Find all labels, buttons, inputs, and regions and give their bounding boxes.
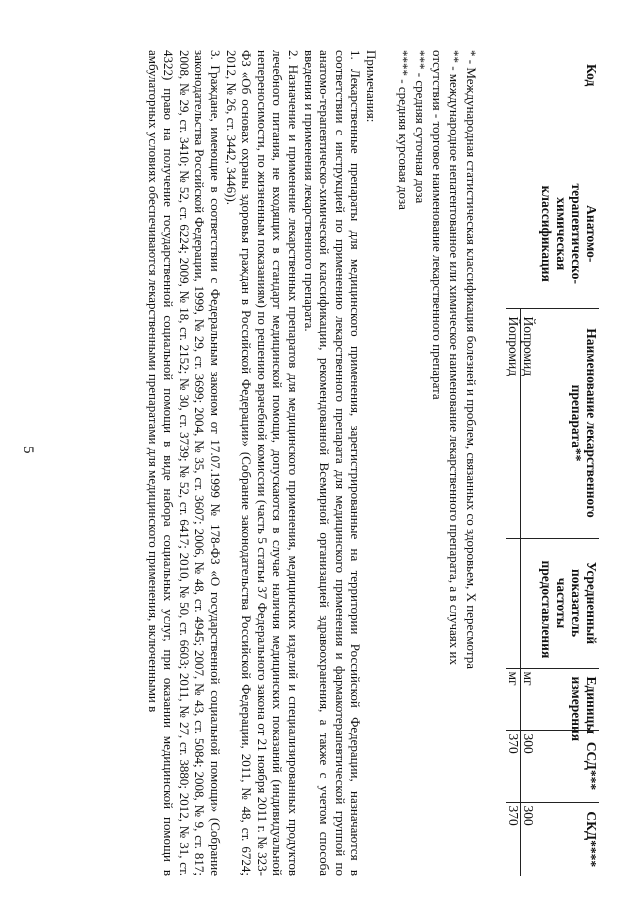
table-header-row (535, 50, 599, 876)
cell-skd: 370 (506, 802, 521, 876)
notes-section (145, 50, 379, 876)
rotated-page-content (85, 30, 625, 900)
legend-line: отсутствия - торговое наименование лекарственного препарата (430, 50, 445, 400)
header-frequency: Усредненный показатель частоты предоставления (535, 538, 599, 668)
header-atc: Анатомо-терапевтическо-химическая классификация (539, 183, 599, 284)
cell-code (521, 50, 536, 160)
header-ssd: ССД*** (535, 730, 599, 802)
footnote-legend (395, 50, 480, 870)
notes-title: Примечания: (364, 50, 379, 123)
legend-line: *** - средняя суточная доза (413, 50, 428, 204)
legend-line: * - Международная статистическая классификация болезней и проблем, связанных со здоровьем, X пересмотра (464, 50, 479, 669)
cell-unit: мг (506, 668, 521, 730)
cell-atc (506, 160, 521, 308)
header-skd: СКД**** (535, 802, 599, 876)
cell-code (506, 50, 521, 160)
legend-line: ** - международное непатентованное или химическое наименование лекарственного препарата, а в случаях их (447, 50, 462, 665)
table-row (506, 50, 521, 876)
cell-drug-name: Йопромид (521, 308, 536, 538)
cell-frequency (506, 538, 521, 668)
header-code: Код (584, 64, 599, 87)
cell-unit: мг (521, 668, 536, 730)
drug-table (506, 50, 599, 876)
table-row (521, 50, 536, 876)
note-item: 2. Назначение и применение лекарственных препаратов для медицинского применения, медицинских изделий и специализированных продуктов лечебного питания, не входящих в стандарт медицинской помощи, допускаются в случае наличия медицинских показаний (индивидуальной непереносимости, по жизненным показаниям) по решению врачебной комиссии (часть 5 статьи 37 Федерального закона от 21 ноября 2011 г. № 323-ФЗ «Об основах охраны здоровья граждан в Российской Федерации» (Собрание законодательства Российской Федерации, 2011, № 48, ст. 6724; 2012, № 26, ст. 3442, 3446)). (223, 50, 302, 876)
header-unit: Единицы измерения (535, 668, 599, 730)
cell-drug-name: Йопромид (506, 308, 521, 538)
note-item: 3. Граждане, имеющие в соответствии с Федеральным законом от 17.07.1999 № 178-ФЗ «О государственной социальной помощи» (Собрание законодательства Российской Федерации, 1999, № 29, ст. 3699; 2004, № 35, ст. 3607; 2006, № 48, ст. 4945; 2007, № 43, ст. 5084; 2008, № 9, ст. 817; 2008, № 29, ст. 3410; № 52, ст. 6224; 2009, № 18, ст. 2152; № 30, ст. 3739; № 52, ст. 6417; 2010, № 50, ст. 6603; 2011, № 27, ст. 3880; 2012, № 31, ст. 4322) право на получение государственной социальной помощи в виде набора социальных услуг, при оказании медицинской помощи в амбулаторных условиях обеспечиваются лекарственными препаратами для медицинского применения, включенными в (145, 50, 224, 876)
cell-skd: 300 (521, 802, 536, 876)
header-drug-name: Наименование лекарственного препарата** (535, 308, 599, 538)
note-item: 1. Лекарственные препараты для медицинского применения, зарегистрированные на территории Российской Федерации, назначаются в соответствии с инструкцией по применению лекарственного препарата для медицинского применения и фармакотерапевтической группой по анатомо-терапевтическо-химической классификации, рекомендованной Всемирной организацией здравоохранения, а также с учетом способа введения и применения лекарственного препарата. (301, 50, 364, 876)
legend-line: **** - средняя курсовая доза (396, 50, 411, 210)
page-number: 5 (20, 446, 36, 454)
cell-frequency (521, 538, 536, 668)
cell-ssd: 300 (521, 730, 536, 802)
cell-ssd: 370 (506, 730, 521, 802)
cell-atc (521, 160, 536, 308)
